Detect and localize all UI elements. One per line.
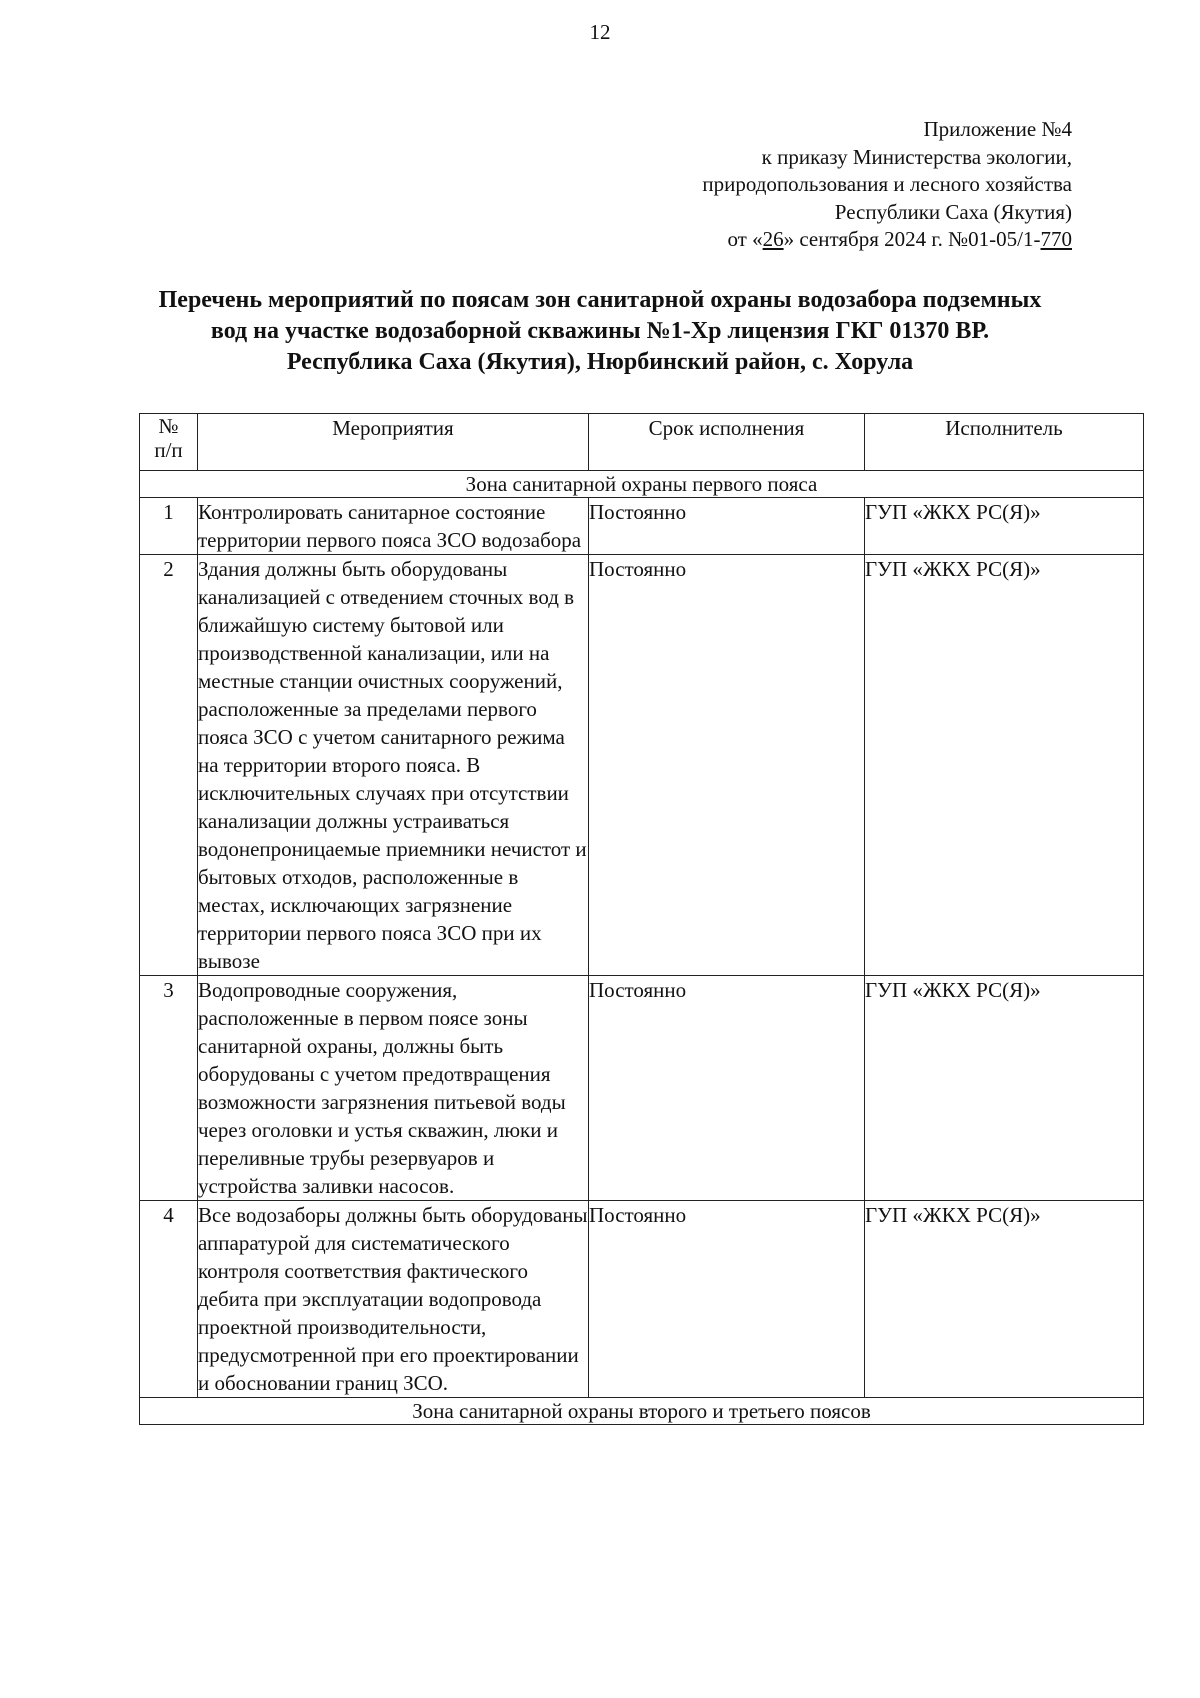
page-number: 12	[589, 20, 611, 44]
row-executor: ГУП «ЖКХ РС(Я)»	[865, 1201, 1144, 1398]
title-line-3: Республика Саха (Якутия), Нюрбинский район, с. Хорула	[286, 349, 914, 375]
row-executor: ГУП «ЖКХ РС(Я)»	[865, 976, 1144, 1201]
title-line-2: вод на участке водозаборной скважины №1-Хр лицензия ГКГ 01370 ВР.	[210, 318, 990, 344]
header-activities: Мероприятия	[198, 414, 589, 471]
annex-line-2: к приказу Министерства экологии,	[761, 144, 1072, 169]
row-activity: Водопроводные сооружения, расположенные в первом поясе зоны санитарной охраны, должны быть оборудованы с учетом предотвращения возможности загрязнения питьевой воды через оголовки и устья скважин, люки и переливные трубы резервуаров и устройства заливки насосов.	[198, 976, 589, 1201]
annex-line-4: Республики Саха (Якутия)	[834, 199, 1072, 224]
annex-order-number: 770	[1040, 227, 1072, 251]
row-executor: ГУП «ЖКХ РС(Я)»	[865, 498, 1144, 555]
row-term: Постоянно	[589, 1201, 865, 1398]
annex-line-3: природопользования и лесного хозяйства	[702, 172, 1072, 196]
zone-heading-first-belt: Зона санитарной охраны первого пояса	[140, 471, 1144, 498]
annex-block	[702, 116, 1072, 254]
header-number	[140, 414, 198, 471]
row-term: Постоянно	[589, 498, 865, 555]
header-term: Срок исполнения	[589, 414, 865, 471]
row-number: 3	[140, 976, 198, 1201]
measures-table	[139, 413, 1144, 1425]
zone-row-second-third-belts	[140, 1398, 1144, 1425]
row-number: 2	[140, 555, 198, 976]
annex-date-middle: » сентября 2024 г. №01-05/1-	[783, 227, 1041, 251]
annex-date-line	[702, 226, 1072, 254]
table-row	[140, 976, 1144, 1201]
header-number-abbr: п/п	[154, 438, 183, 462]
row-number: 4	[140, 1201, 198, 1398]
row-activity: Здания должны быть оборудованы канализацией с отведением сточных вод в ближайшую систему бытовой или производственной канализации, или на местные станции очистных сооружений, расположенные за пределами первого пояса ЗСО с учетом санитарного режима на территории второго пояса. В исключительных случаях при отсутствии канализации должны устраиваться водонепроницаемые приемники нечистот и бытовых отходов, расположенные в местах, исключающих загрязнение территории первого пояса ЗСО при их вывозе	[198, 555, 589, 976]
zone-row-first-belt	[140, 471, 1144, 498]
row-activity: Контролировать санитарное состояние территории первого пояса ЗСО водозабора	[198, 498, 589, 555]
row-term: Постоянно	[589, 976, 865, 1201]
annex-date-day: 26	[762, 227, 784, 251]
annex-date-prefix: от «	[727, 227, 763, 251]
row-term: Постоянно	[589, 555, 865, 976]
title-line-1: Перечень мероприятий по поясам зон санитарной охраны водозабора подземных	[158, 287, 1042, 313]
header-executor: Исполнитель	[865, 414, 1144, 471]
row-activity: Все водозаборы должны быть оборудованы аппаратурой для систематического контроля соответствия фактического дебита при эксплуатации водопровода проектной производительности, предусмотренной при его проектировании и обосновании границ ЗСО.	[198, 1201, 589, 1398]
row-executor: ГУП «ЖКХ РС(Я)»	[865, 555, 1144, 976]
annex-line-1: Приложение №4	[923, 117, 1072, 141]
table-row	[140, 1201, 1144, 1398]
zone-heading-second-third-belts: Зона санитарной охраны второго и третьего поясов	[140, 1398, 1144, 1425]
document-title	[100, 285, 1100, 378]
table-header-row	[140, 414, 1144, 471]
header-number-symbol: №	[158, 414, 179, 438]
table-row	[140, 498, 1144, 555]
row-number: 1	[140, 498, 198, 555]
table-row	[140, 555, 1144, 976]
